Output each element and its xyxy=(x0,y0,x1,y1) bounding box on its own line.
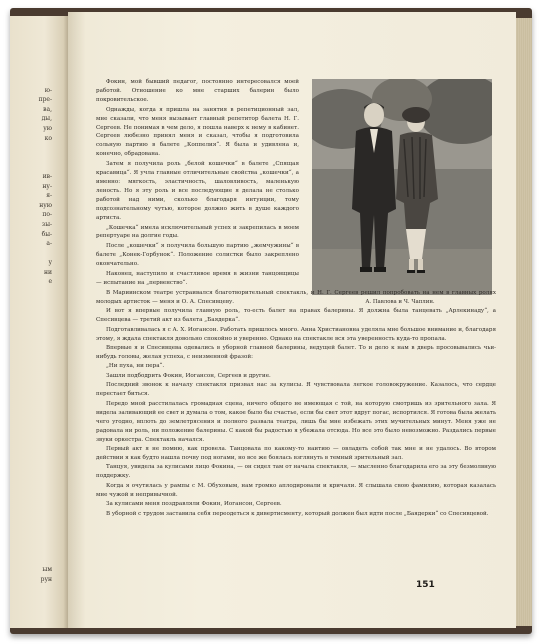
left-page-fragment xyxy=(12,421,52,431)
paragraph: Передо мной расстилалась громадная сцена, ничего общего не имеющая с той, на которую смотришь из зрительного зала. Я видела заливающий ее свет и думала о том, какое было бы счастье, если бы свет этот вдруг погас, испортился. Я готова была желать чего угодно, вплоть до землетрясения и полного развала театра, лишь бы мне избежать этих мучительных минут. Меня уже не радовала ни роль, ни положение балерины. С какой бы радостью я убежала отсюда. Но все это было невозможно. Раздались первые звуки оркестра. Спектакль начался. xyxy=(96,400,496,443)
left-page-fragment xyxy=(12,556,52,566)
paragraph: В уборной с трудом заставила себя переодеться к дивертисменту, который должен был идти после „Баядерки“ со Спесивцевой. xyxy=(106,510,489,517)
left-page-fragment xyxy=(12,297,52,307)
paragraph: Когда я очутилась у рампы с М. Обуховым, нам громко аплодировали и кричали. Я слышала свою фамилию, которая казалась мне чужой и непривычной. xyxy=(96,482,496,498)
left-page-fragment: бы- xyxy=(41,230,52,238)
left-page-fragment xyxy=(12,287,52,297)
left-page-fragment xyxy=(12,489,52,499)
right-page xyxy=(68,12,516,628)
left-page-fragment: я- xyxy=(46,192,52,200)
left-page-fragment: по- xyxy=(42,211,52,219)
paragraph: В Мариинском театре устраивался благотворительный спектакль, и Н. Г. Сергеев решил попробовать на нем в главных ролях молодых артисток — меня и О. А. Спесивцеву. xyxy=(96,289,496,305)
left-page-fragment xyxy=(12,450,52,460)
left-page-fragment xyxy=(12,393,52,403)
left-page-fragment: зы- xyxy=(41,220,52,228)
paragraph: Зашли подбодрить Фокин, Иогансон, Сергеев и другие. xyxy=(106,372,271,379)
paragraph: Фокин, мой бывший педагог, постоянно интересовался моей работой. Отношение ко мне старших балерин было покровительское. xyxy=(96,79,299,103)
paragraph: „Ни пуха, ни пера“. xyxy=(106,363,165,370)
left-page-fragment xyxy=(12,143,52,153)
paragraph: Затем я получила роль „белой кошечки“ в балете „Спящая красавица“. Я учла главные отличительные свойства „кошечки“, а именно: мягкость, эластичность, шаловливость, маленькую леность. Но я эту роль и все последующие я делала не столько работой над ними, сколько благодаря интуиции, тому подсознательному чутью, которое должно жить в душе каждого артиста. xyxy=(96,161,299,221)
photo-caption: А. Павлова и Ч. Чаплин. xyxy=(365,299,435,305)
left-page-fragment: ва, xyxy=(43,105,52,113)
main-text xyxy=(96,78,496,519)
left-page-fragment xyxy=(12,354,52,364)
left-page-fragment: рун xyxy=(40,575,52,583)
paragraph: Первый акт я не помню, как провела. Танцовала по какому-то наитию — овладеть собой так мне и не удалось. Во втором действии я как будто нашла почву под ногами, но все же боялась взглянуть в темный зрительный зал. xyxy=(96,446,496,461)
left-page-fragment xyxy=(12,584,52,594)
paragraph: Танцуя, увидела за кулисами лицо Фокина, — он сидел там от начала спектакля, — мысленно благодарила его за эту безмолвную поддержку. xyxy=(96,464,496,480)
left-page-fragment: ды, xyxy=(41,115,52,123)
full-width-text xyxy=(96,289,496,519)
left-page-fragment: ую xyxy=(43,124,52,132)
left-page-fragment xyxy=(12,460,52,470)
left-page-fragment xyxy=(12,335,52,345)
left-page-text-fragments xyxy=(12,76,52,613)
left-page-fragment: ни xyxy=(44,268,52,276)
left-page-fragment xyxy=(12,364,52,374)
left-page-fragment: ым xyxy=(42,566,52,574)
left-page-fragment xyxy=(12,527,52,537)
left-page-fragment xyxy=(12,412,52,422)
left-page-fragment xyxy=(12,373,52,383)
left-page-fragment: а- xyxy=(46,240,52,248)
left-page-fragment: е xyxy=(48,278,52,286)
left-page-fragment: ну- xyxy=(42,182,52,190)
left-page-fragment xyxy=(12,153,52,163)
left-page-fragment xyxy=(12,537,52,547)
left-page-fragment: ную xyxy=(39,201,52,209)
left-page-fragment xyxy=(12,441,52,451)
left-page-fragment: ко xyxy=(44,134,52,142)
left-page-fragment: пре- xyxy=(38,96,52,104)
left-page-fragment xyxy=(12,345,52,355)
left-page-fragment xyxy=(12,431,52,441)
paragraph: Впервые я и Спесивцева одевались в уборной главной балерины, ведущей балет. То и дело к нам в дверь просовывались чьи-нибудь головы, желая успеха, с неизменной фразой: xyxy=(96,345,496,360)
left-page-fragment: ив- xyxy=(42,172,52,180)
left-page-fragment xyxy=(12,402,52,412)
left-page-fragment xyxy=(12,594,52,604)
left-page-fragment xyxy=(12,306,52,316)
left-page-fragment xyxy=(12,546,52,556)
left-page-fragment: у xyxy=(48,259,52,267)
left-page-fragment xyxy=(12,162,52,172)
left-page-fragment xyxy=(12,325,52,335)
paragraph: Однажды, когда я пришла на занятия в репетиционный зал, мне сказали, что меня вызывает главный репетитор балета Н. Г. Сергеев. Не понимая в чем дело, я пошла наверх к нему в кабинет. Сергеев любезно принял меня и сказал, чтобы я подготовила сольную партию в балете „Коппелия“. Я была и удивлена и, конечно, обрадована. xyxy=(96,106,299,158)
left-page-fragment xyxy=(12,604,52,614)
left-page-fragment: ю- xyxy=(44,86,52,94)
paragraph: И вот я впервые получила главную роль, то-есть балет на правах балерины. Я должна была танцевать „Арлекинаду“, а Спесивцева — третий акт из балета „Баядерка“. xyxy=(96,308,496,324)
paragraph: Последний звонок к началу спектакля призвал нас за кулисы. Я чувствовала легкое головокружение. Казалось, что сердце перестает биться. xyxy=(96,382,496,398)
column-text xyxy=(96,78,299,288)
left-page-fragment xyxy=(12,517,52,527)
left-page-fragment xyxy=(12,249,52,259)
left-page-fragment xyxy=(12,316,52,326)
paragraph: За кулисами меня поздравляли Фокин, Иогансон, Сергеев. xyxy=(106,501,282,508)
paragraph: Наконец, наступило и счастливое время в жизни танцовщицы — испытание на „первенство“. xyxy=(96,271,299,286)
left-page-fragment xyxy=(12,498,52,508)
paragraph: Подготавливалась я с А. Х. Иогансон. Работать пришлось много. Анна Христиановна уделяла мне большое внимание и, благодаря этому, я ждала спектакля довольно спокойно и уверенно. Однако на спектакле вся эта уверенность куда-то пропала. xyxy=(96,326,496,342)
left-page xyxy=(10,16,68,628)
left-page-fragment xyxy=(12,508,52,518)
paragraph: „Кошечка“ имела исключительный успех и закрепилась в моем репертуаре на долгие годы. xyxy=(96,224,299,240)
book xyxy=(10,8,532,634)
page-number: 151 xyxy=(416,580,435,590)
paragraph: После „кошечки“ я получила большую партию „жемчужины“ в балете „Конек-Горбунок“. Положение солистки было закреплено окончательно. xyxy=(96,243,299,268)
left-page-fragment xyxy=(12,76,52,86)
left-page-fragment xyxy=(12,479,52,489)
left-page-fragment xyxy=(12,469,52,479)
page-edges xyxy=(516,18,532,626)
left-page-fragment xyxy=(12,383,52,393)
